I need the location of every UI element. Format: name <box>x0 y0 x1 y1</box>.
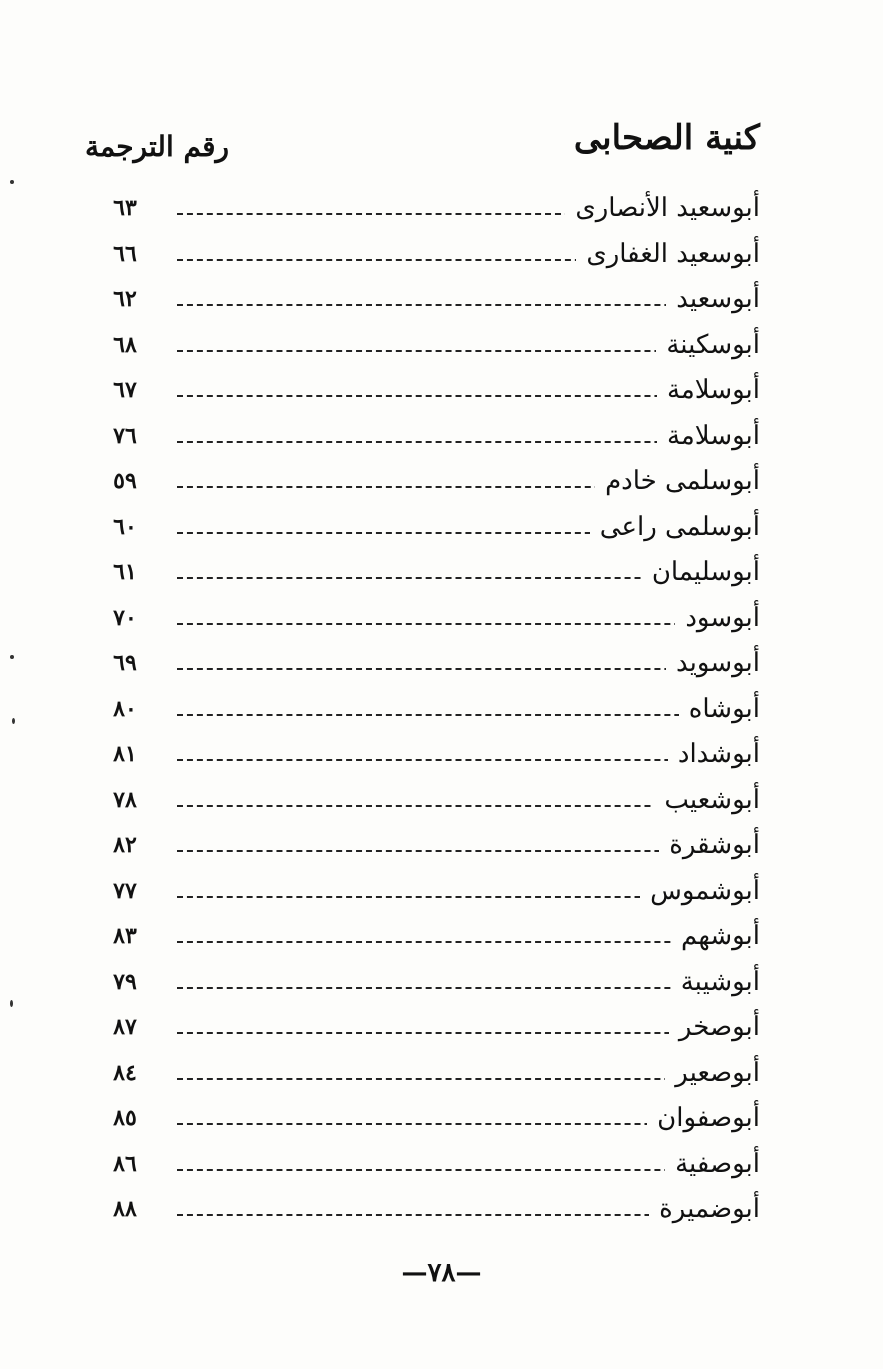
companion-kunya: أبوصعير <box>665 1058 760 1088</box>
dotted-leader-line <box>177 1032 740 1034</box>
companion-kunya: أبوسلمى خادم <box>595 466 760 496</box>
companion-kunya: أبوشعيب <box>654 785 760 815</box>
index-entry-row <box>95 872 760 918</box>
biography-number: ٧٧ <box>113 877 137 904</box>
index-entry-row <box>95 235 760 281</box>
biography-number: ٨١ <box>113 741 137 767</box>
index-entry-row <box>95 553 760 599</box>
biography-number: ٨٤ <box>113 1059 137 1086</box>
dotted-leader-line <box>177 850 740 852</box>
index-entry-row <box>95 644 760 690</box>
companion-kunya: أبوسعيد الغفارى <box>576 239 760 269</box>
index-entry-row <box>95 1054 760 1100</box>
companion-kunya: أبوسعيد <box>666 284 760 314</box>
companion-kunya: أبوشاه <box>679 694 760 724</box>
biography-number: ٨٥ <box>113 1105 137 1131</box>
companion-kunya: أبوسليمان <box>642 557 760 587</box>
companion-name-column-heading: كنية الصحابى <box>573 118 760 158</box>
scan-speck <box>10 180 14 184</box>
biography-number: ٦١ <box>113 559 137 585</box>
dotted-leader-line <box>177 623 740 625</box>
index-entry-row <box>95 917 760 963</box>
scan-speck <box>12 718 15 724</box>
dotted-leader-line <box>177 1078 740 1080</box>
biography-number: ٦٣ <box>113 195 137 221</box>
dotted-leader-line <box>177 304 740 306</box>
index-entry-row <box>95 826 760 872</box>
companion-kunya: أبوسكينة <box>656 330 760 360</box>
biography-number: ٦٠ <box>113 513 137 540</box>
index-entry-row <box>95 1145 760 1191</box>
companion-kunya: أبوصفية <box>665 1149 760 1179</box>
scan-speck <box>10 655 14 659</box>
index-entry-row <box>95 735 760 781</box>
companion-kunya: أبوشيبة <box>671 967 760 997</box>
index-entry-row <box>95 781 760 827</box>
index-entries-list <box>95 189 760 1236</box>
biography-number: ٧٩ <box>113 968 137 995</box>
companion-kunya: أبوسعيد الأنصارى <box>565 193 760 223</box>
index-entry-row <box>95 599 760 645</box>
biography-number: ٨٨ <box>113 1196 137 1222</box>
companion-kunya: أبوشقرة <box>659 830 760 860</box>
biography-number: ٥٩ <box>113 468 137 494</box>
dotted-leader-line <box>177 1169 740 1171</box>
companion-kunya: أبوضميرة <box>649 1194 760 1224</box>
scan-speck <box>10 1000 13 1007</box>
biography-number-column-heading: رقم الترجمة <box>85 130 230 163</box>
companion-kunya: أبوسويد <box>666 648 760 678</box>
biography-number: ٦٦ <box>113 240 137 267</box>
index-entry-row <box>95 963 760 1009</box>
biography-number: ٧٠ <box>113 604 137 631</box>
companion-kunya: أبوسود <box>675 603 760 633</box>
index-entry-row <box>95 1008 760 1054</box>
companion-kunya: أبوصخر <box>669 1012 760 1042</box>
dotted-leader-line <box>177 941 740 943</box>
companion-kunya: أبوشهم <box>671 921 760 951</box>
dotted-leader-line <box>177 668 740 670</box>
index-entry-row <box>95 1099 760 1145</box>
biography-number: ٨٦ <box>113 1150 137 1177</box>
biography-number: ٦٧ <box>113 377 137 403</box>
companion-kunya: أبوسلامة <box>657 421 760 451</box>
companion-kunya: أبوصفوان <box>647 1103 760 1133</box>
dotted-leader-line <box>177 395 740 397</box>
index-entry-row <box>95 417 760 463</box>
index-entry-row <box>95 189 760 235</box>
biography-number: ٧٨ <box>113 786 137 813</box>
biography-number: ٨٧ <box>113 1014 137 1040</box>
biography-number: ٦٨ <box>113 331 137 358</box>
dotted-leader-line <box>177 759 740 761</box>
index-entry-row <box>95 326 760 372</box>
index-entry-row <box>95 690 760 736</box>
biography-number: ٨٣ <box>113 923 137 949</box>
index-entry-row <box>95 1190 760 1236</box>
index-entry-row <box>95 508 760 554</box>
biography-number: ٨٢ <box>113 832 137 858</box>
page-number: —٧٨— <box>401 1258 482 1288</box>
biography-number: ٦٢ <box>113 286 137 312</box>
index-entry-row <box>95 280 760 326</box>
companion-kunya: أبوسلمى راعى <box>590 512 760 542</box>
companion-kunya: أبوشداد <box>668 739 760 769</box>
companion-kunya: أبوسلامة <box>657 375 760 405</box>
table-header <box>80 118 760 168</box>
dotted-leader-line <box>177 714 740 716</box>
dotted-leader-line <box>177 441 740 443</box>
index-entry-row <box>95 371 760 417</box>
index-entry-row <box>95 462 760 508</box>
dotted-leader-line <box>177 987 740 989</box>
biography-number: ٧٦ <box>113 422 137 449</box>
companion-kunya: أبوشموس <box>640 876 760 906</box>
biography-number: ٨٠ <box>113 695 137 722</box>
biography-number: ٦٩ <box>113 650 137 676</box>
